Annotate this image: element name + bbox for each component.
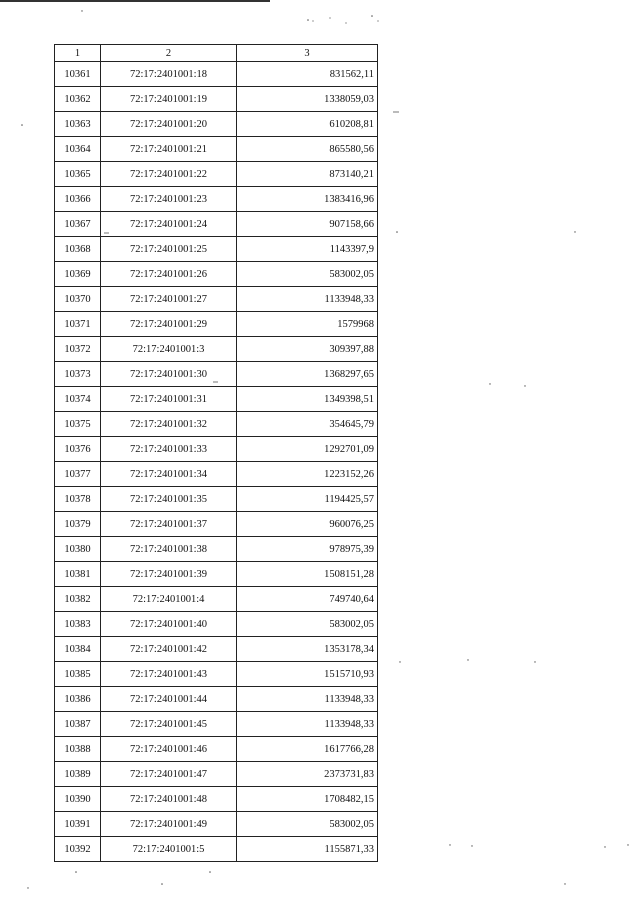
table-row bbox=[55, 162, 378, 187]
table-row bbox=[55, 637, 378, 662]
table-row bbox=[55, 812, 378, 837]
table-row bbox=[55, 487, 378, 512]
cadastral-number: 72:17:2401001:37 bbox=[101, 512, 237, 537]
row-number: 10389 bbox=[55, 762, 101, 787]
row-number: 10390 bbox=[55, 787, 101, 812]
cadastral-number: 72:17:2401001:29 bbox=[101, 312, 237, 337]
cadastral-number: 72:17:2401001:20 bbox=[101, 112, 237, 137]
column-header-2: 2 bbox=[101, 45, 237, 62]
row-number: 10369 bbox=[55, 262, 101, 287]
cadastral-value: 1353178,34 bbox=[237, 637, 378, 662]
row-number: 10379 bbox=[55, 512, 101, 537]
cadastral-number: 72:17:2401001:48 bbox=[101, 787, 237, 812]
table-row bbox=[55, 787, 378, 812]
cadastral-number: 72:17:2401001:47 bbox=[101, 762, 237, 787]
cadastral-number: 72:17:2401001:19 bbox=[101, 87, 237, 112]
row-number: 10386 bbox=[55, 687, 101, 712]
cadastral-value: 1368297,65 bbox=[237, 362, 378, 387]
table-row bbox=[55, 737, 378, 762]
cadastral-number: 72:17:2401001:46 bbox=[101, 737, 237, 762]
row-number: 10387 bbox=[55, 712, 101, 737]
cadastral-register-table bbox=[54, 44, 378, 862]
cadastral-value: 1617766,28 bbox=[237, 737, 378, 762]
cadastral-value: 1223152,26 bbox=[237, 462, 378, 487]
cadastral-value: 1292701,09 bbox=[237, 437, 378, 462]
table-row bbox=[55, 262, 378, 287]
cadastral-value: 749740,64 bbox=[237, 587, 378, 612]
cadastral-value: 1133948,33 bbox=[237, 287, 378, 312]
table-body bbox=[55, 62, 378, 862]
row-number: 10376 bbox=[55, 437, 101, 462]
cadastral-number: 72:17:2401001:42 bbox=[101, 637, 237, 662]
cadastral-value: 960076,25 bbox=[237, 512, 378, 537]
cadastral-value: 1133948,33 bbox=[237, 712, 378, 737]
table-row bbox=[55, 62, 378, 87]
cadastral-value: 1155871,33 bbox=[237, 837, 378, 862]
cadastral-number: 72:17:2401001:34 bbox=[101, 462, 237, 487]
table-row bbox=[55, 337, 378, 362]
cadastral-number: 72:17:2401001:25 bbox=[101, 237, 237, 262]
cadastral-value: 1143397,9 bbox=[237, 237, 378, 262]
row-number: 10384 bbox=[55, 637, 101, 662]
cadastral-number: 72:17:2401001:49 bbox=[101, 812, 237, 837]
cadastral-value: 865580,56 bbox=[237, 137, 378, 162]
cadastral-value: 583002,05 bbox=[237, 812, 378, 837]
cadastral-value: 309397,88 bbox=[237, 337, 378, 362]
cadastral-value: 907158,66 bbox=[237, 212, 378, 237]
row-number: 10383 bbox=[55, 612, 101, 637]
cadastral-value: 2373731,83 bbox=[237, 762, 378, 787]
table-row bbox=[55, 587, 378, 612]
table-row bbox=[55, 362, 378, 387]
cadastral-number: 72:17:2401001:39 bbox=[101, 562, 237, 587]
cadastral-number: 72:17:2401001:24 bbox=[101, 212, 237, 237]
cadastral-number: 72:17:2401001:33 bbox=[101, 437, 237, 462]
table-row bbox=[55, 462, 378, 487]
table-row bbox=[55, 662, 378, 687]
row-number: 10392 bbox=[55, 837, 101, 862]
row-number: 10388 bbox=[55, 737, 101, 762]
row-number: 10374 bbox=[55, 387, 101, 412]
cadastral-number: 72:17:2401001:31 bbox=[101, 387, 237, 412]
table-row bbox=[55, 137, 378, 162]
cadastral-number: 72:17:2401001:23 bbox=[101, 187, 237, 212]
cadastral-number: 72:17:2401001:18 bbox=[101, 62, 237, 87]
cadastral-number: 72:17:2401001:35 bbox=[101, 487, 237, 512]
column-header-1: 1 bbox=[55, 45, 101, 62]
row-number: 10370 bbox=[55, 287, 101, 312]
row-number: 10362 bbox=[55, 87, 101, 112]
cadastral-number: 72:17:2401001:26 bbox=[101, 262, 237, 287]
cadastral-value: 610208,81 bbox=[237, 112, 378, 137]
cadastral-value: 1338059,03 bbox=[237, 87, 378, 112]
row-number: 10364 bbox=[55, 137, 101, 162]
table-row bbox=[55, 612, 378, 637]
cadastral-value: 978975,39 bbox=[237, 537, 378, 562]
row-number: 10391 bbox=[55, 812, 101, 837]
cadastral-number: 72:17:2401001:45 bbox=[101, 712, 237, 737]
cadastral-value: 873140,21 bbox=[237, 162, 378, 187]
table-row bbox=[55, 512, 378, 537]
table-row bbox=[55, 237, 378, 262]
row-number: 10371 bbox=[55, 312, 101, 337]
table-row bbox=[55, 412, 378, 437]
cadastral-number: 72:17:2401001:43 bbox=[101, 662, 237, 687]
cadastral-value: 831562,11 bbox=[237, 62, 378, 87]
cadastral-value: 354645,79 bbox=[237, 412, 378, 437]
cadastral-value: 1579968 bbox=[237, 312, 378, 337]
table-row bbox=[55, 187, 378, 212]
table-row bbox=[55, 212, 378, 237]
row-number: 10382 bbox=[55, 587, 101, 612]
cadastral-value: 1133948,33 bbox=[237, 687, 378, 712]
table-row bbox=[55, 762, 378, 787]
row-number: 10385 bbox=[55, 662, 101, 687]
table-row bbox=[55, 387, 378, 412]
cadastral-value: 583002,05 bbox=[237, 262, 378, 287]
cadastral-value: 1383416,96 bbox=[237, 187, 378, 212]
cadastral-number: 72:17:2401001:27 bbox=[101, 287, 237, 312]
table-row bbox=[55, 112, 378, 137]
table-row bbox=[55, 712, 378, 737]
cadastral-number: 72:17:2401001:5 bbox=[101, 837, 237, 862]
cadastral-value: 1508151,28 bbox=[237, 562, 378, 587]
cadastral-number: 72:17:2401001:4 bbox=[101, 587, 237, 612]
table-row bbox=[55, 837, 378, 862]
table-row bbox=[55, 87, 378, 112]
cadastral-number: 72:17:2401001:22 bbox=[101, 162, 237, 187]
row-number: 10373 bbox=[55, 362, 101, 387]
column-header-3: 3 bbox=[237, 45, 378, 62]
row-number: 10377 bbox=[55, 462, 101, 487]
table-row bbox=[55, 562, 378, 587]
cadastral-value: 1515710,93 bbox=[237, 662, 378, 687]
row-number: 10363 bbox=[55, 112, 101, 137]
row-number: 10366 bbox=[55, 187, 101, 212]
table-row bbox=[55, 687, 378, 712]
cadastral-number: 72:17:2401001:3 bbox=[101, 337, 237, 362]
cadastral-number: 72:17:2401001:40 bbox=[101, 612, 237, 637]
cadastral-value: 1708482,15 bbox=[237, 787, 378, 812]
row-number: 10372 bbox=[55, 337, 101, 362]
row-number: 10367 bbox=[55, 212, 101, 237]
table-row bbox=[55, 537, 378, 562]
cadastral-value: 583002,05 bbox=[237, 612, 378, 637]
row-number: 10368 bbox=[55, 237, 101, 262]
cadastral-value: 1194425,57 bbox=[237, 487, 378, 512]
scan-edge-line bbox=[0, 0, 270, 2]
table-row bbox=[55, 312, 378, 337]
cadastral-value: 1349398,51 bbox=[237, 387, 378, 412]
table-row bbox=[55, 437, 378, 462]
cadastral-number: 72:17:2401001:44 bbox=[101, 687, 237, 712]
row-number: 10378 bbox=[55, 487, 101, 512]
cadastral-number: 72:17:2401001:38 bbox=[101, 537, 237, 562]
row-number: 10381 bbox=[55, 562, 101, 587]
header-row bbox=[55, 45, 378, 62]
cadastral-number: 72:17:2401001:32 bbox=[101, 412, 237, 437]
cadastral-number: 72:17:2401001:30 bbox=[101, 362, 237, 387]
row-number: 10380 bbox=[55, 537, 101, 562]
row-number: 10365 bbox=[55, 162, 101, 187]
row-number: 10375 bbox=[55, 412, 101, 437]
row-number: 10361 bbox=[55, 62, 101, 87]
table-row bbox=[55, 287, 378, 312]
cadastral-number: 72:17:2401001:21 bbox=[101, 137, 237, 162]
